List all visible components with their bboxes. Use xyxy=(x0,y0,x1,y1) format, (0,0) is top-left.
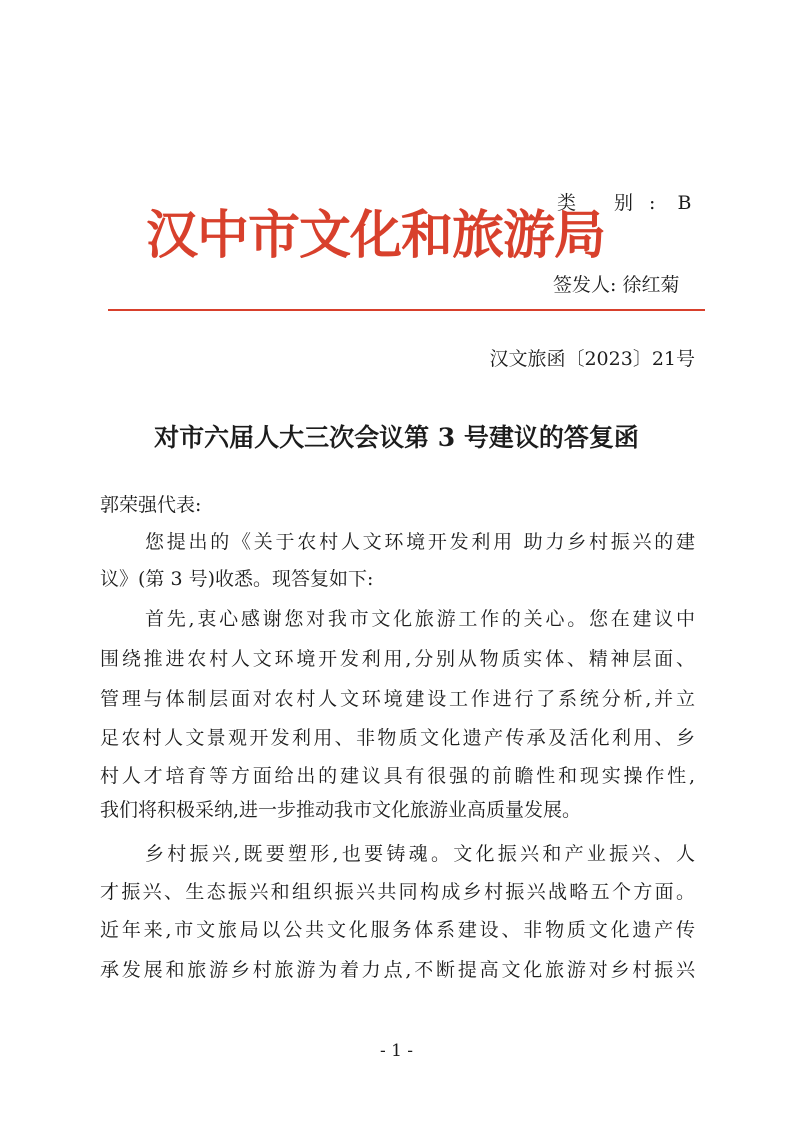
page-number: - 1 - xyxy=(379,1041,414,1061)
document-number: 汉文旅函〔2023〕21号 xyxy=(489,348,695,370)
body-line: 足农村人文景观开发利用、非物质文化遗产传承及活化利用、乡 xyxy=(100,727,695,749)
red-divider xyxy=(108,309,705,311)
category-value: B xyxy=(677,192,692,214)
body-line: 您提出的《关于农村人文环境开发利用 助力乡村振兴的建 xyxy=(145,531,695,553)
body-line: 承发展和旅游乡村旅游为着力点,不断提高文化旅游对乡村振兴 xyxy=(100,959,695,981)
body-line: 管理与体制层面对农村人文环境建设工作进行了系统分析,并立 xyxy=(100,688,695,710)
letter-title: 对市六届人大三次会议第 3 号建议的答复函 xyxy=(154,423,639,452)
signer: 签发人: 徐红菊 xyxy=(553,274,680,296)
body-line: 议》(第 3 号)收悉。现答复如下: xyxy=(100,568,374,590)
body-line: 乡村振兴,既要塑形,也要铸魂。文化振兴和产业振兴、人 xyxy=(145,843,695,865)
body-line: 围绕推进农村人文环境开发利用,分别从物质实体、精神层面、 xyxy=(100,648,695,670)
body-line: 我们将积极采纳,进一步推动我市文化旅游业高质量发展。 xyxy=(100,799,582,821)
body-line: 首先,衷心感谢您对我市文化旅游工作的关心。您在建议中 xyxy=(145,608,695,630)
body-line: 才振兴、生态振兴和组织振兴共同构成乡村振兴战略五个方面。 xyxy=(100,881,695,903)
body-line: 近年来,市文旅局以公共文化服务体系建设、非物质文化遗产传 xyxy=(100,919,695,941)
category-label: 类 别: xyxy=(557,192,672,214)
salutation: 郭荣强代表: xyxy=(100,494,202,516)
agency-title: 汉中市文化和旅游局 xyxy=(146,205,606,266)
body-line: 村人才培育等方面给出的建议具有很强的前瞻性和现实操作性, xyxy=(100,765,695,787)
